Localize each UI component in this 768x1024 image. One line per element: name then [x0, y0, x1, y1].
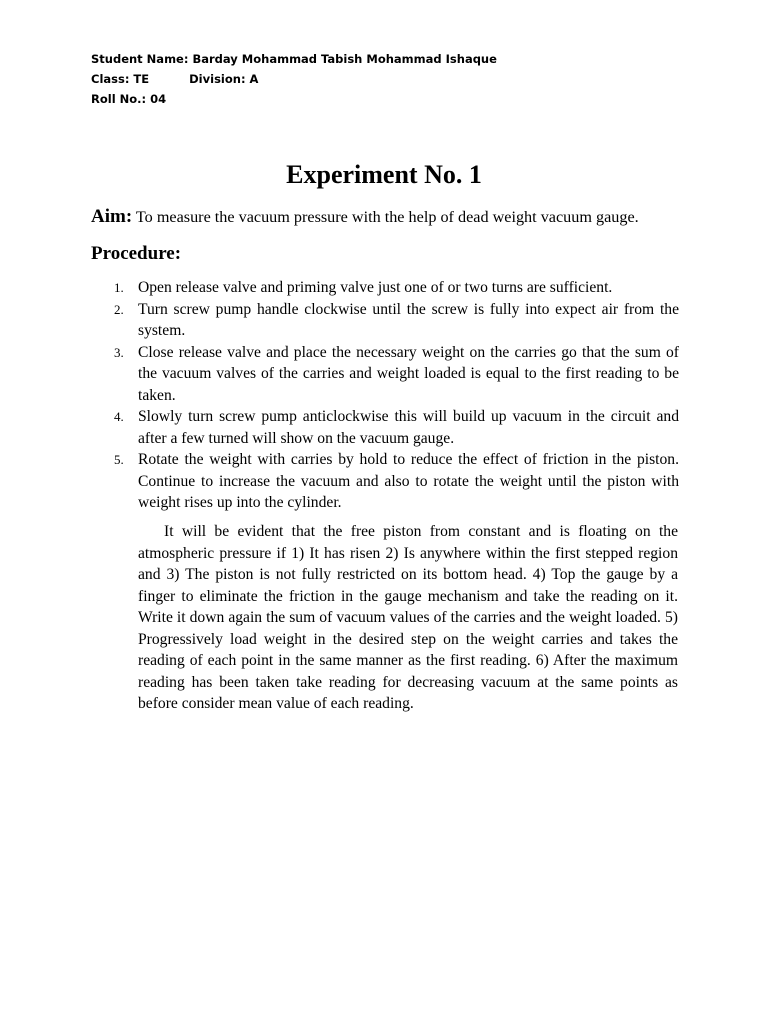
step-text: Close release valve and place the necessary weight on the carries go that the sum of the vacuum valves of the carries and weight loaded is equal to the first reading to be taken. — [138, 343, 679, 404]
procedure-heading: Procedure: — [91, 243, 182, 264]
step-number: 2. — [114, 301, 124, 317]
step-text: Rotate the weight with carries by hold to reduce the effect of friction in the piston. Continue to increase the vacuum and also to rotate the weight until the piston with weight rises up into the cylinder. — [138, 451, 679, 511]
list-item — [91, 449, 679, 514]
list-item — [91, 299, 679, 342]
list-item — [91, 406, 679, 449]
roll-number: Roll No.: 04 — [91, 92, 167, 106]
step-number: 4. — [114, 409, 124, 424]
step-text: Open release valve and priming valve just one of or two turns are sufficient. — [138, 279, 613, 296]
aim-text: To measure the vacuum pressure with the help of dead weight vacuum gauge. — [135, 208, 639, 226]
aim-section — [91, 204, 691, 230]
aim-label: Aim: — [91, 206, 133, 227]
class-division-row — [91, 69, 497, 89]
division-label: Division: A — [189, 72, 259, 86]
page-title: Experiment No. 1 — [286, 160, 482, 189]
student-name: Student Name: Barday Mohammad Tabish Mohammad Ishaque — [91, 52, 497, 66]
procedure-note: It will be evident that the free piston from constant and is floating on the atmospheric pressure if 1) It has risen 2) Is anywhere within the first stepped region and 3) The piston is not fully restricted on its bottom head. 4) Top the gauge by a finger to eliminate the friction in the gauge mechanism and take the reading on it. Write it down again the sum of vacuum values of the carries and the weight loaded. 5) Progressively load weight in the desired step on the weight carries and takes the reading of each point in the same manner as the first reading. 6) After the maximum reading has been taken take reading for decreasing vacuum at the same points as before consider mean value of each reading. — [138, 523, 678, 712]
step-text: Turn screw pump handle clockwise until the screw is fully into expect air from the system. — [138, 300, 679, 339]
step-text: Slowly turn screw pump anticlockwise this will build up vacuum in the circuit and after a few turned will show on the vacuum gauge. — [138, 408, 679, 447]
class-label: Class: TE — [91, 72, 150, 86]
procedure-steps — [91, 277, 679, 514]
student-header — [91, 49, 497, 109]
list-item — [91, 277, 679, 299]
step-number: 5. — [114, 452, 124, 467]
step-number: 1. — [114, 280, 124, 295]
step-number: 3. — [114, 344, 124, 360]
list-item — [91, 342, 679, 407]
